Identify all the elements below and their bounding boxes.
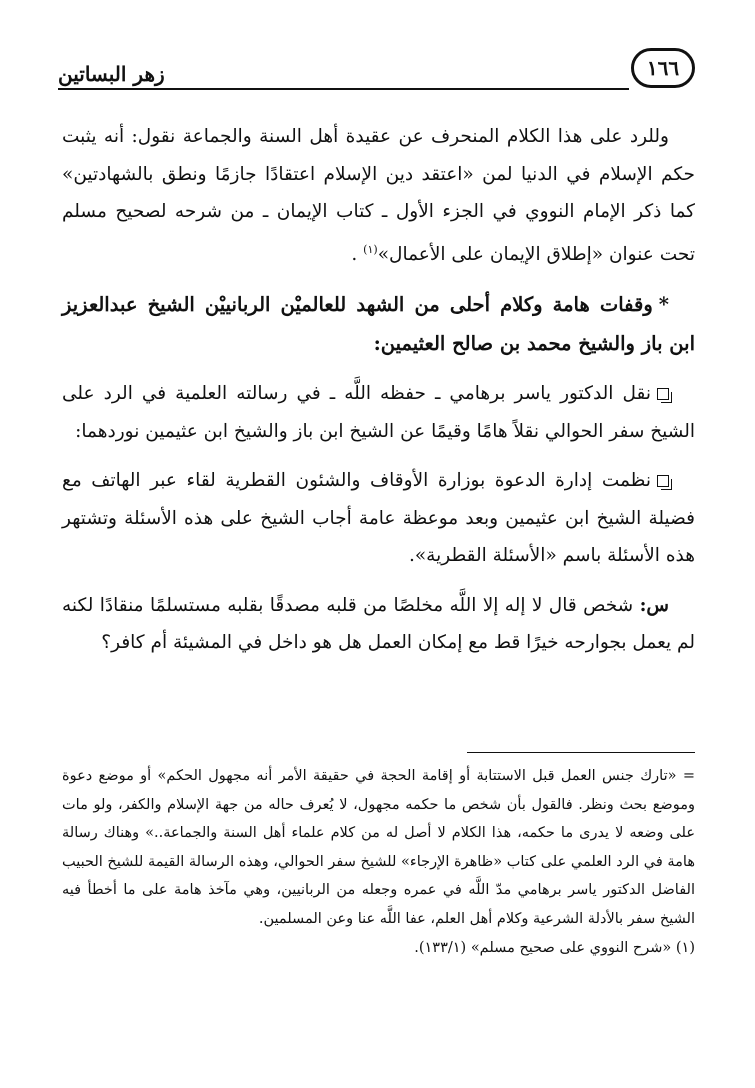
paragraph-intro-end: . — [351, 243, 364, 265]
paragraph-transfer-text: نقل الدكتور ياسر برهامي ـ حفظه اللَّه ـ في رسالته العلمية في الرد على الشيخ سفر الحوالي نقلاً هامًا وقيمًا عن الشيخ ابن باز والشيخ ابن عثيمين نوردهما: — [62, 383, 695, 442]
footnote-separator — [467, 752, 695, 753]
question-label: س: — [639, 594, 669, 616]
main-text — [62, 118, 695, 674]
square-bullet-icon — [657, 388, 669, 400]
paragraph-qatari-text: نظمت إدارة الدعوة بوزارة الأوقاف والشئون القطرية لقاء عبر الهاتف مع فضيلة الشيخ ابن عثيمين وبعد موعظة عامة أجاب الشيخ على هذه الأسئلة وتشتهر هذه الأسئلة باسم «الأسئلة القطرية». — [62, 470, 695, 567]
running-title: زهر البساتين — [58, 62, 165, 86]
page-header — [58, 48, 697, 92]
paragraph-qatari — [62, 462, 695, 575]
footnotes — [62, 762, 695, 962]
question-paragraph — [62, 587, 695, 662]
paragraph-intro — [62, 118, 695, 273]
header-rule — [58, 88, 629, 90]
paragraph-transfer — [62, 375, 695, 450]
footnote-1: (١) «شرح النووي على صحيح مسلم» (١٣٣/١). — [414, 939, 695, 956]
page-number-badge — [631, 48, 695, 88]
question-text: شخص قال لا إله إلا اللَّه مخلصًا من قلبه مصدقًا بقلبه مستسلمًا منقادًا لكنه لم يعمل بجوارحه خيرًا قط مع إمكان العمل هل هو داخل في المشيئة أم كافر؟ — [62, 594, 695, 654]
paragraph-intro-text: وللرد على هذا الكلام المنحرف عن عقيدة أهل السنة والجماعة نقول: أنه يثبت حكم الإسلام في الدنيا لمن «اعتقد دين الإسلام اعتقادًا جازمًا ونطق بالشهادتين» كما ذكر الإمام النووي في الجزء الأول ـ كتاب الإيمان ـ من شرحه لصحيح مسلم تحت عنوان «إطلاق الإيمان على الأعمال» — [62, 126, 695, 265]
footnote-continuation: = «تارك جنس العمل قبل الاستتابة أو إقامة الحجة في حقيقة الأمر أنه مجهول الحكم» أو موضع دعوة وموضع بحث ونظر. فالقول بأن شخص ما حكمه مجهول، لا يُعرف حاله من جهة الإسلام والكفر، ولو مات على وضعه لا يدرى ما حكمه، هذا الكلام لا أصل له من كلام علماء أهل السنة والجماعة..» وهناك رسالة هامة في الرد العلمي على كتاب «ظاهرة الإرجاء» للشيخ سفر الحوالي، وهذه الرسالة القيمة للشيخ الحبيب الفاضل الدكتور ياسر برهامي مدّ اللَّه في عمره وجعله من الربانيين، وهي مآخذ هامة على ما أخطأ فيه الشيخ سفر بالأدلة الشرعية وكلام أهل العلم، عفا اللَّه عنا وعن المسلمين. — [62, 768, 695, 927]
section-heading — [62, 285, 695, 363]
page-number: ١٦٦ — [646, 56, 680, 80]
square-bullet-icon — [657, 475, 669, 487]
star-icon: * — [658, 293, 669, 317]
section-heading-text: وقفات هامة وكلام أحلى من الشهد للعالميْن الربانييْن الشيخ عبدالعزيز ابن باز والشيخ محمد بن صالح العثيمين: — [62, 293, 695, 356]
footnote-ref-1: (١) — [363, 242, 378, 256]
